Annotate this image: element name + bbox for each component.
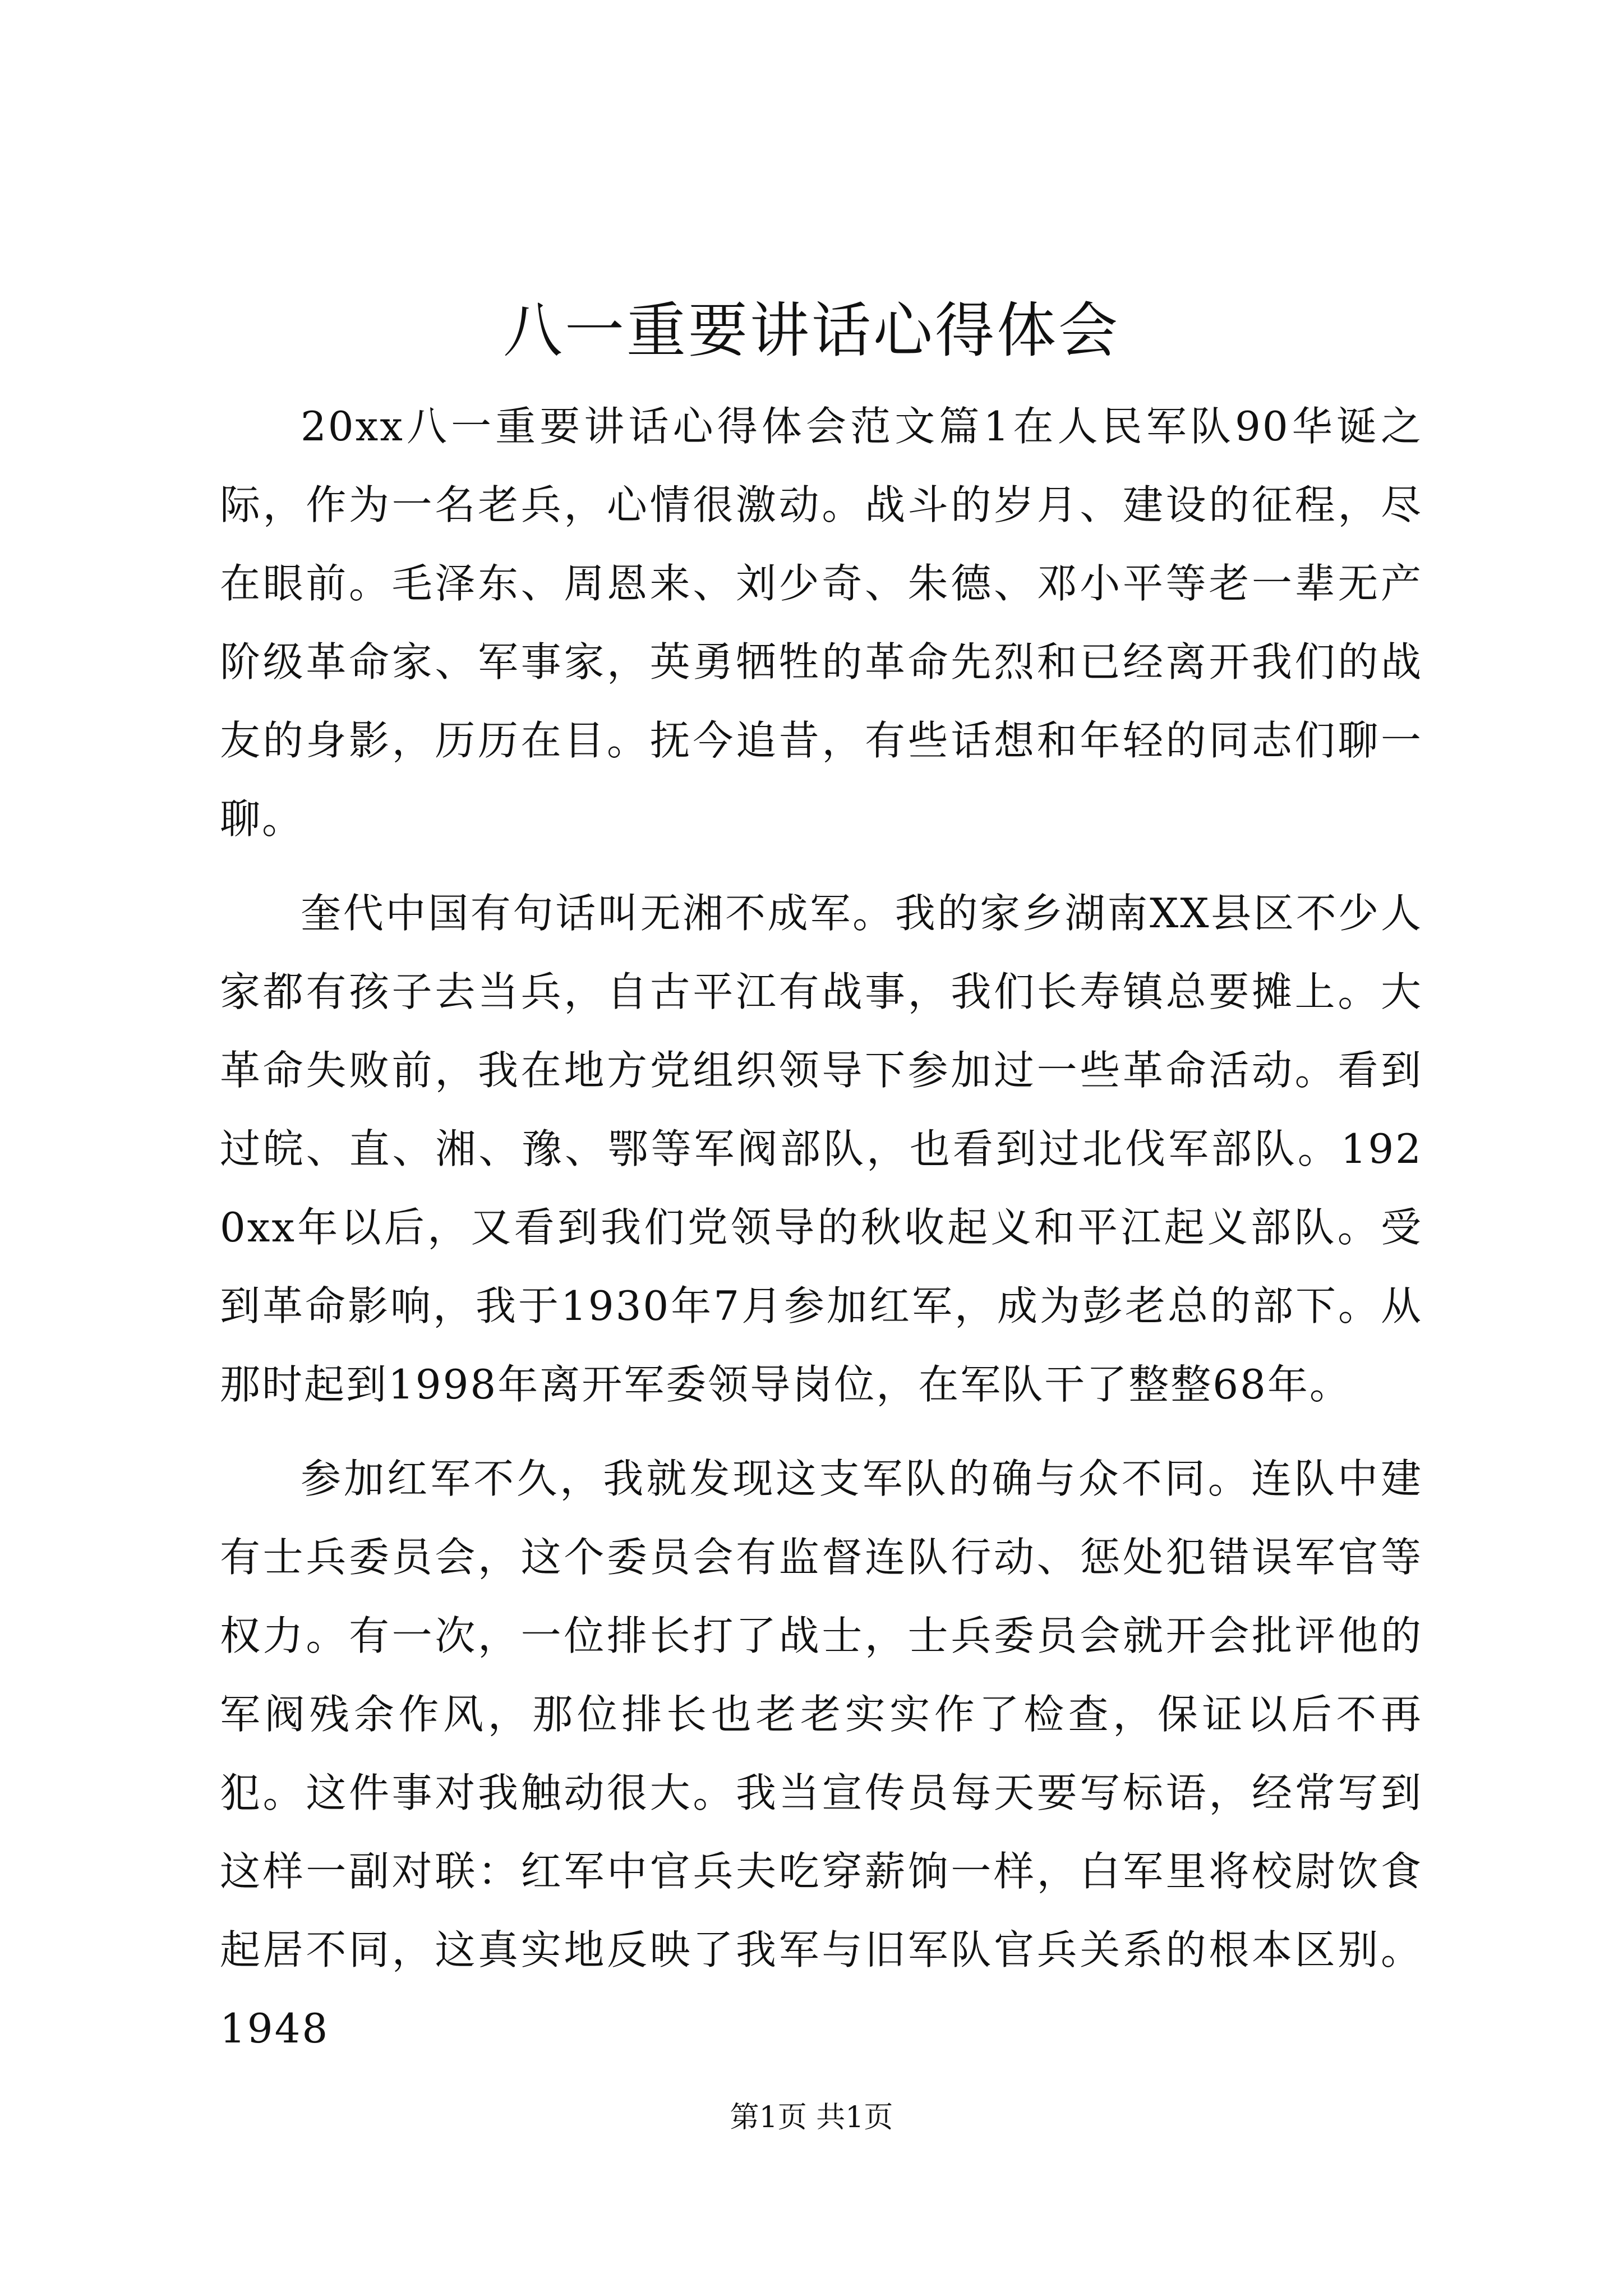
- paragraph-1: 20xx八一重要讲话心得体会范文篇1在人民军队90华诞之际，作为一名老兵，心情很激动。战斗的岁月、建设的征程，尽在眼前。毛泽东、周恩来、刘少奇、朱德、邓小平等老一辈无产阶级革命家、军事家，英勇牺牲的革命先烈和已经离开我们的战友的身影，历历在目。抚今追昔，有些话想和年轻的同志们聊一聊。: [220, 403, 1423, 843]
- paragraph-3: 参加红军不久，我就发现这支军队的确与众不同。连队中建有士兵委员会，这个委员会有监督连队行动、惩处犯错误军官等权力。有一次，一位排长打了战士，士兵委员会就开会批评他的军阀残余作风，那位排长也老老实实作了检查，保证以后不再犯。这件事对我触动很大。我当宣传员每天要写标语，经常写到这样一副对联：红军中官兵夫吃穿薪饷一样，白军里将校尉饮食起居不同，这真实地反映了我军与旧军队官兵关系的根本区别。1948: [220, 1455, 1423, 2052]
- document-title: 八一重要讲话心得体会: [503, 296, 1120, 365]
- page-number-label: 第1页 共1页: [730, 2101, 893, 2134]
- document-body: [220, 387, 1423, 2083]
- page-footer: [0, 2098, 1623, 2137]
- paragraph-2: 奎代中国有句话叫无湘不成军。我的家乡湖南XX县区不少人家都有孩子去当兵，自古平江有战事，我们长寿镇总要摊上。大革命失败前，我在地方党组织领导下参加过一些革命活动。看到过皖、直、湘、豫、鄂等军阀部队，也看到过北伐军部队。1920xx年以后，又看到我们党领导的秋收起义和平江起义部队。受到革命影响，我于1930年7月参加红军，成为彭老总的部下。从那时起到1998年离开军委领导岗位，在军队干了整整68年。: [220, 890, 1423, 1408]
